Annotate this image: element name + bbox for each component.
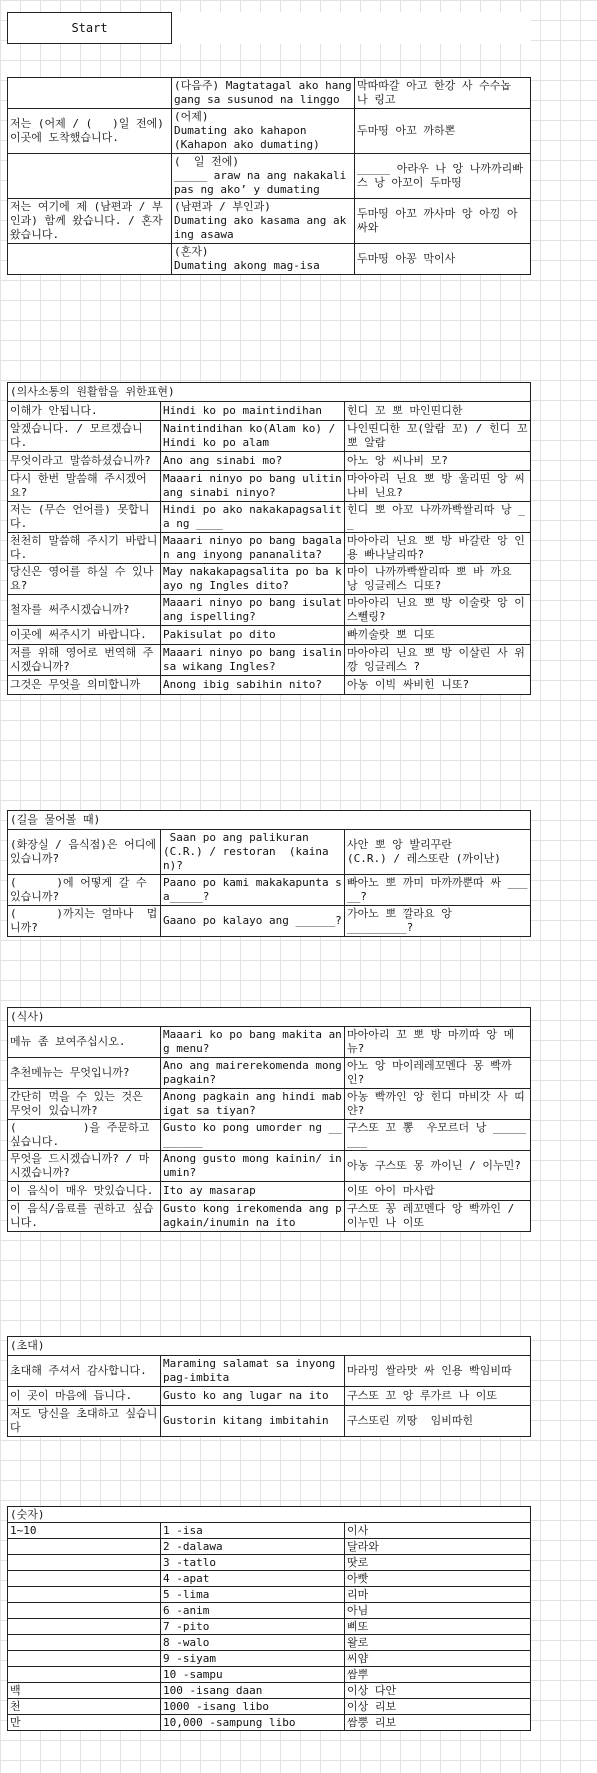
pronunciation-cell: 아농 빡까인 앙 힌디 마비갓 사 띠얀? — [345, 1089, 531, 1120]
pronunciation-cell: 왈로 — [345, 1635, 531, 1651]
table-row — [8, 1603, 531, 1619]
table-row — [8, 906, 531, 937]
tagalog-cell: Gusto ko pong umorder ng ________ — [161, 1120, 345, 1151]
tagalog-cell: 1 -isa — [161, 1523, 345, 1539]
blank-cell — [355, 13, 531, 44]
numbers-table — [7, 1506, 531, 1731]
korean-cell: 무엇이라고 말씀하셨습니까? — [8, 452, 161, 471]
start-title: Start — [8, 13, 172, 44]
table-row — [8, 402, 531, 421]
section-title: (숫자) — [8, 1507, 531, 1523]
pronunciation-cell: 아노 앙 씨나비 모? — [345, 452, 531, 471]
tagalog-cell: Gustorin kitang imbitahin — [161, 1406, 345, 1437]
section-title: (초대) — [8, 1337, 531, 1356]
korean-cell: ( )을 주문하고 싶습니다. — [8, 1120, 161, 1151]
table-row — [8, 1027, 531, 1058]
pronunciation-cell: 이또 아이 마사랍 — [345, 1182, 531, 1201]
korean-cell: 천천히 말씀해 주시기 바랍니다. — [8, 533, 161, 564]
korean-cell — [8, 1603, 161, 1619]
table-row — [8, 502, 531, 533]
tagalog-cell: Saan po ang palikuran (C.R.) / restoran (kainan)? — [161, 830, 345, 875]
tagalog-cell: Maaari ninyo po bang isulat ang ispelling? — [161, 595, 345, 626]
table-row — [8, 1058, 531, 1089]
korean-cell: (화장실 / 음식점)은 어디에 있습니까? — [8, 830, 161, 875]
korean-cell: 철자를 써주시겠습니까? — [8, 595, 161, 626]
table-row — [8, 1120, 531, 1151]
table-row — [8, 421, 531, 452]
table-row — [8, 244, 531, 275]
table-row — [8, 1387, 531, 1406]
korean-cell: 이해가 안됩니다. — [8, 402, 161, 421]
korean-cell: 저는 여기에 제 (남편과 / 부인과) 함께 왔습니다. / 혼자 왔습니다. — [8, 199, 172, 244]
table-row — [8, 1151, 531, 1182]
tagalog-cell: Anong ibig sabihin nito? — [161, 676, 345, 695]
pronunciation-cell: 막따따갈 아고 한강 사 수수놉 나 링고 — [355, 78, 531, 109]
tagalog-cell: Maaari ninyo po bang bagalan ang inyong pananalita? — [161, 533, 345, 564]
korean-cell: 그것은 무엇을 의미합니까 — [8, 676, 161, 695]
table-row — [8, 875, 531, 906]
pronunciation-cell: 삐또 — [345, 1619, 531, 1635]
table-row — [8, 1539, 531, 1555]
tagalog-cell: Paano po kami makakapunta sa_____? — [161, 875, 345, 906]
pronunciation-cell: 이상 다안 — [345, 1683, 531, 1699]
table-row — [8, 78, 531, 109]
section-title: (식사) — [8, 1008, 531, 1027]
pronunciation-cell: 이사 — [345, 1523, 531, 1539]
korean-cell: 이곳에 써주시기 바랍니다. — [8, 626, 161, 645]
korean-cell: 다시 한번 말씀해 주시겠어요? — [8, 471, 161, 502]
pronunciation-cell: 쌈뿌 — [345, 1667, 531, 1683]
tagalog-cell: 4 -apat — [161, 1571, 345, 1587]
pronunciation-cell: 마이 나까까빡쌀리따 뽀 바 까요 낭 잉글레스 디또? — [345, 564, 531, 595]
korean-cell: 이 음식/음료를 권하고 싶습니다. — [8, 1201, 161, 1232]
pronunciation-cell: 구스또린 끼땅 임비따힌 — [345, 1406, 531, 1437]
table-row — [8, 564, 531, 595]
table-row — [8, 676, 531, 695]
pronunciation-cell: 리마 — [345, 1587, 531, 1603]
tagalog-cell: Gusto ko ang lugar na ito — [161, 1387, 345, 1406]
tagalog-cell: 8 -walo — [161, 1635, 345, 1651]
pronunciation-cell: 마아아리 닌요 뽀 방 이살린 사 위깡 잉글레스 ? — [345, 645, 531, 676]
pronunciation-cell: 나인띤디한 꼬(알람 꼬) / 힌디 꼬 뽀 알람 — [345, 421, 531, 452]
table-row — [8, 1356, 531, 1387]
table-row — [8, 452, 531, 471]
korean-cell — [8, 1555, 161, 1571]
tagalog-cell: Ano ang sinabi mo? — [161, 452, 345, 471]
pronunciation-cell: 아노 앙 마이레레꼬멘다 몽 빡까인? — [345, 1058, 531, 1089]
table-row — [8, 1201, 531, 1232]
tagalog-cell: Naintindihan ko(Alam ko) / Hindi ko po alam — [161, 421, 345, 452]
tagalog-cell: Hindi po ako nakakapagsalita ng ____ — [161, 502, 345, 533]
korean-cell: 알겠습니다. / 모르겠습니다. — [8, 421, 161, 452]
korean-cell — [8, 1587, 161, 1603]
pronunciation-cell: 빠끼술랏 뽀 디또 — [345, 626, 531, 645]
invitation-table — [7, 1336, 531, 1437]
table-row — [8, 1635, 531, 1651]
korean-cell: 메뉴 좀 보여주십시오. — [8, 1027, 161, 1058]
tagalog-cell: Maaari ninyo po bang ulitin ang sinabi ninyo? — [161, 471, 345, 502]
tagalog-cell: 5 -lima — [161, 1587, 345, 1603]
table-row — [8, 1587, 531, 1603]
tagalog-cell: ( 일 전에) _____ araw na ang nakakalipas ng ako’ y dumating — [172, 154, 355, 199]
pronunciation-cell: 두마띵 아꼬 까하뽄 — [355, 109, 531, 154]
tagalog-cell: 10,000 -sampung libo — [161, 1715, 345, 1731]
start-table — [7, 12, 531, 44]
tagalog-cell: 1000 -isang libo — [161, 1699, 345, 1715]
pronunciation-cell: 두마띵 아꽁 막이사 — [355, 244, 531, 275]
tagalog-cell: Anong pagkain ang hindi mabigat sa tiyan? — [161, 1089, 345, 1120]
pronunciation-cell: 씨얌 — [345, 1651, 531, 1667]
table-row — [8, 595, 531, 626]
table-row — [8, 1683, 531, 1699]
table-row — [8, 1715, 531, 1731]
tagalog-cell: Anong gusto mong kainin/ inumin? — [161, 1151, 345, 1182]
pronunciation-cell: 쌈뿡 리보 — [345, 1715, 531, 1731]
pronunciation-cell: 아빳 — [345, 1571, 531, 1587]
korean-cell: 추천메뉴는 무엇입니까? — [8, 1058, 161, 1089]
korean-cell — [8, 244, 172, 275]
korean-cell: ( )까지는 얼마나 멉니까? — [8, 906, 161, 937]
table-row — [8, 109, 531, 154]
pronunciation-cell: 구스또 꼬 뽕 우모르더 낭 ________ — [345, 1120, 531, 1151]
table-row — [8, 154, 531, 199]
korean-cell — [8, 1667, 161, 1683]
korean-cell: ( )에 어떻게 갈 수 있습니까? — [8, 875, 161, 906]
tagalog-cell: 10 -sampu — [161, 1667, 345, 1683]
pronunciation-cell: 마아아리 닌요 뽀 방 바갈란 앙 인용 빠나날리따? — [345, 533, 531, 564]
korean-cell: 만 — [8, 1715, 161, 1731]
start-body-table — [7, 77, 531, 275]
pronunciation-cell: 마라밍 쌀라맛 싸 인용 빡임비따 — [345, 1356, 531, 1387]
tagalog-cell: 3 -tatlo — [161, 1555, 345, 1571]
pronunciation-cell: 두마띵 아꼬 까사마 앙 아낑 아싸와 — [355, 199, 531, 244]
pronunciation-cell: 마아아리 꼬 뽀 방 마끼따 앙 메뉴? — [345, 1027, 531, 1058]
communication-table — [7, 382, 535, 695]
korean-cell: 이 음식이 매우 맛있습니다. — [8, 1182, 161, 1201]
korean-cell: 1~10 — [8, 1523, 161, 1539]
tagalog-cell: Ito ay masarap — [161, 1182, 345, 1201]
pronunciation-cell: 힌디 꼬 뽀 마인띤디한 — [345, 402, 531, 421]
pronunciation-cell: 사안 뽀 앙 발리꾸란 (C.R.) / 레스또란 (까이난) — [345, 830, 531, 875]
pronunciation-cell: 빠아노 뽀 까미 마까까뿐따 싸 _____? — [345, 875, 531, 906]
tagalog-cell: 6 -anim — [161, 1603, 345, 1619]
tagalog-cell: May nakakapagsalita po ba kayo ng Ingles dito? — [161, 564, 345, 595]
korean-cell: 무엇을 드시겠습니까? / 마시겠습니까? — [8, 1151, 161, 1182]
pronunciation-cell: 달라와 — [345, 1539, 531, 1555]
tagalog-cell: Ano ang mairerekomenda mong pagkain? — [161, 1058, 345, 1089]
table-row — [8, 1089, 531, 1120]
korean-cell — [8, 1571, 161, 1587]
table-row — [8, 1651, 531, 1667]
korean-cell — [8, 1619, 161, 1635]
korean-cell: 당신은 영어를 하실 수 있나요? — [8, 564, 161, 595]
korean-cell — [8, 1539, 161, 1555]
korean-cell: 백 — [8, 1683, 161, 1699]
tagalog-cell: Hindi ko po maintindihan — [161, 402, 345, 421]
korean-cell: 이 곳이 마음에 듭니다. — [8, 1387, 161, 1406]
pronunciation-cell: _____ 아라우 나 앙 나까까리빠스 낭 아꼬이 두마띵 — [355, 154, 531, 199]
table-row — [8, 533, 531, 564]
pronunciation-cell: 아농 구스또 몽 까이닌 / 이누민? — [345, 1151, 531, 1182]
table-row — [8, 1667, 531, 1683]
pronunciation-cell: 이상 리보 — [345, 1699, 531, 1715]
tagalog-cell: 2 -dalawa — [161, 1539, 345, 1555]
table-row — [8, 626, 531, 645]
table-row — [8, 1523, 531, 1539]
tagalog-cell: Maraming salamat sa inyong pag-imbita — [161, 1356, 345, 1387]
tagalog-cell: Gusto kong irekomenda ang pagkain/inumin na ito — [161, 1201, 345, 1232]
section-title: (길을 물어볼 때) — [8, 811, 531, 830]
korean-cell: 저를 위해 영어로 번역해 주시겠습니까? — [8, 645, 161, 676]
table-row — [8, 471, 531, 502]
table-row — [8, 1571, 531, 1587]
tagalog-cell: Pakisulat po dito — [161, 626, 345, 645]
pronunciation-cell: 마아아리 닌요 뽀 방 울리띤 앙 씨나비 닌요? — [345, 471, 531, 502]
pronunciation-cell: 땃로 — [345, 1555, 531, 1571]
table-row — [8, 1555, 531, 1571]
directions-table — [7, 810, 531, 937]
table-row — [8, 1699, 531, 1715]
tagalog-cell: Gaano po kalayo ang ______? — [161, 906, 345, 937]
tagalog-cell: (혼자) Dumating akong mag-isa — [172, 244, 355, 275]
pronunciation-cell: 힌디 뽀 아꼬 나까까빡쌀리따 낭 __ — [345, 502, 531, 533]
tagalog-cell: 7 -pito — [161, 1619, 345, 1635]
meal-table — [7, 1007, 531, 1232]
tagalog-cell: Maaari ko po bang makita ang menu? — [161, 1027, 345, 1058]
pronunciation-cell: 구스또 꽁 레꼬멘다 앙 빡까인 / 이누민 나 이또 — [345, 1201, 531, 1232]
korean-cell — [8, 1651, 161, 1667]
korean-cell: 천 — [8, 1699, 161, 1715]
table-row — [8, 645, 531, 676]
pronunciation-cell: 구스또 꼬 앙 루가르 나 이또 — [345, 1387, 531, 1406]
korean-cell — [8, 1635, 161, 1651]
pronunciation-cell: 아님 — [345, 1603, 531, 1619]
blank-cell — [172, 13, 355, 44]
tagalog-cell: (다음주) Magtatagal ako hanggang sa susunod na linggo — [172, 78, 355, 109]
section-title: (의사소통의 원활함을 위한표현) — [8, 383, 531, 402]
table-row — [8, 1619, 531, 1635]
table-row — [8, 1406, 531, 1437]
tagalog-cell: 100 -isang daan — [161, 1683, 345, 1699]
pronunciation-cell: 아농 이빅 싸비힌 니또? — [345, 676, 531, 695]
tagalog-cell: (남편과 / 부인과) Dumating ako kasama ang aking asawa — [172, 199, 355, 244]
table-row — [8, 830, 531, 875]
korean-cell: 저는 (어제 / ( )일 전에) 이곳에 도착했습니다. — [8, 109, 172, 154]
tagalog-cell: Maaari ninyo po bang isalin sa wikang Ingles? — [161, 645, 345, 676]
korean-cell — [8, 154, 172, 199]
tagalog-cell: 9 -siyam — [161, 1651, 345, 1667]
korean-cell: 저는 (무슨 언어를) 못합니다. — [8, 502, 161, 533]
table-row — [8, 199, 531, 244]
table-row — [8, 1182, 531, 1201]
korean-cell: 저도 당신을 초대하고 싶습니다 — [8, 1406, 161, 1437]
tagalog-cell: (어제) Dumating ako kahapon (Kahapon ako dumating) — [172, 109, 355, 154]
pronunciation-cell: 가아노 뽀 깔라요 앙 _________? — [345, 906, 531, 937]
korean-cell — [8, 78, 172, 109]
pronunciation-cell: 마아아리 닌요 뽀 방 이술랏 앙 이스뻴링? — [345, 595, 531, 626]
korean-cell: 초대해 주셔서 감사합니다. — [8, 1356, 161, 1387]
korean-cell: 간단히 먹을 수 있는 것은 무엇이 있습니까? — [8, 1089, 161, 1120]
